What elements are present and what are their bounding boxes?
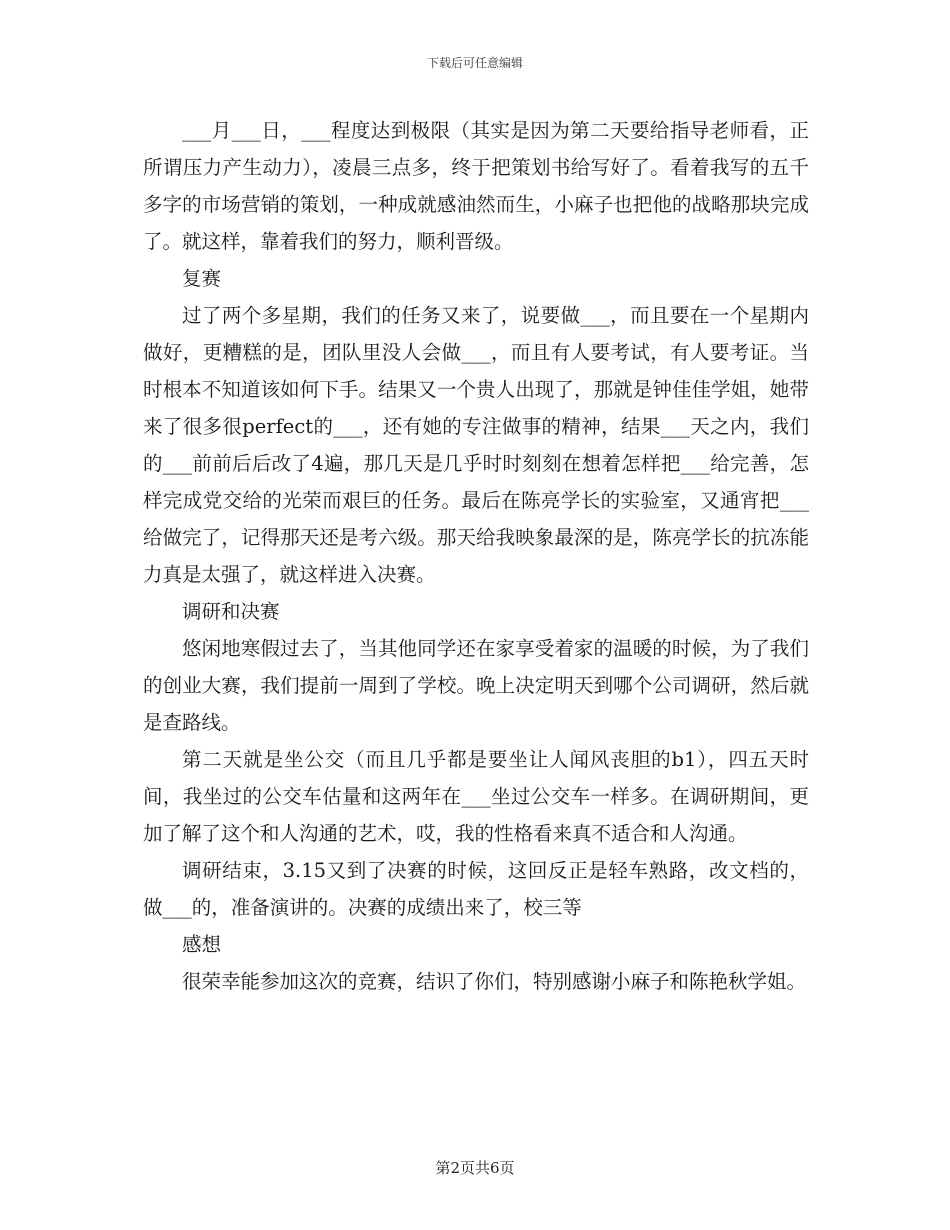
paragraph-thanks: 很荣幸能参加这次的竞赛，结识了你们，特别感谢小麻子和陈艳秋学姐。 <box>182 970 807 993</box>
paragraph-final-round-prep: ___月___日，___程度达到极限（其实是因为第二天要给指导老师看，正所谓压力产生动力），凌晨三点多，终于把策划书给写好了。看着我写的五千多字的市场营销的策划，一种成就感油然而生，小麻子也把他的战略那块完成了。就这样，靠着我们的努力，顺利晋级。 <box>143 119 809 253</box>
document-body <box>143 112 809 1000</box>
paragraph-winter-break: 悠闲地寒假过去了，当其他同学还在家享受着家的温暖的时候，为了我们的创业大赛，我们提前一周到了学校。晚上决定明天到哪个公司调研，然后就是查路线。 <box>143 637 809 734</box>
section-heading-reflections: 感想 <box>182 933 222 956</box>
paragraph-bus-research: 第二天就是坐公交（而且几乎都是要坐让人闻风丧胆的b1），四五天时间，我坐过的公交车估量和这两年在___坐过公交车一样多。在调研期间，更加了解了这个和人沟通的艺术，哎，我的性格看来真不适合和人沟通。 <box>143 748 809 845</box>
page-number: 第2页共6页 <box>435 1159 515 1177</box>
section-heading-semifinal: 复赛 <box>182 267 222 290</box>
paragraph-final-result: 调研结束，3.15又到了决赛的时候，这回反正是轻车熟路，改文档的，做___的，准备演讲的。决赛的成绩出来了，校三等 <box>143 859 809 919</box>
page-header: 下载后可任意编辑 <box>426 56 523 70</box>
section-heading-research-final: 调研和决赛 <box>182 600 280 623</box>
paragraph-semifinal: 过了两个多星期，我们的任务又来了，说要做___，而且要在一个星期内做好，更糟糕的是，团队里没人会做___，而且有人要考试，有人要考证。当时根本不知道该如何下手。结果又一个贵人出现了，那就是钟佳佳学姐，她带来了很多很perfect的___，还有她的专注做事的精神，结果___天之内，我们的___前前后后改了4遍，那几天是几乎时时刻刻在想着怎样把___给完善，怎样完成党交给的光荣而艰巨的任务。最后在陈亮学长的实验室，又通宵把___给做完了，记得那天还是考六级。那天给我映象最深的是，陈亮学长的抗冻能力真是太强了，就这样进入决赛。 <box>143 304 809 586</box>
